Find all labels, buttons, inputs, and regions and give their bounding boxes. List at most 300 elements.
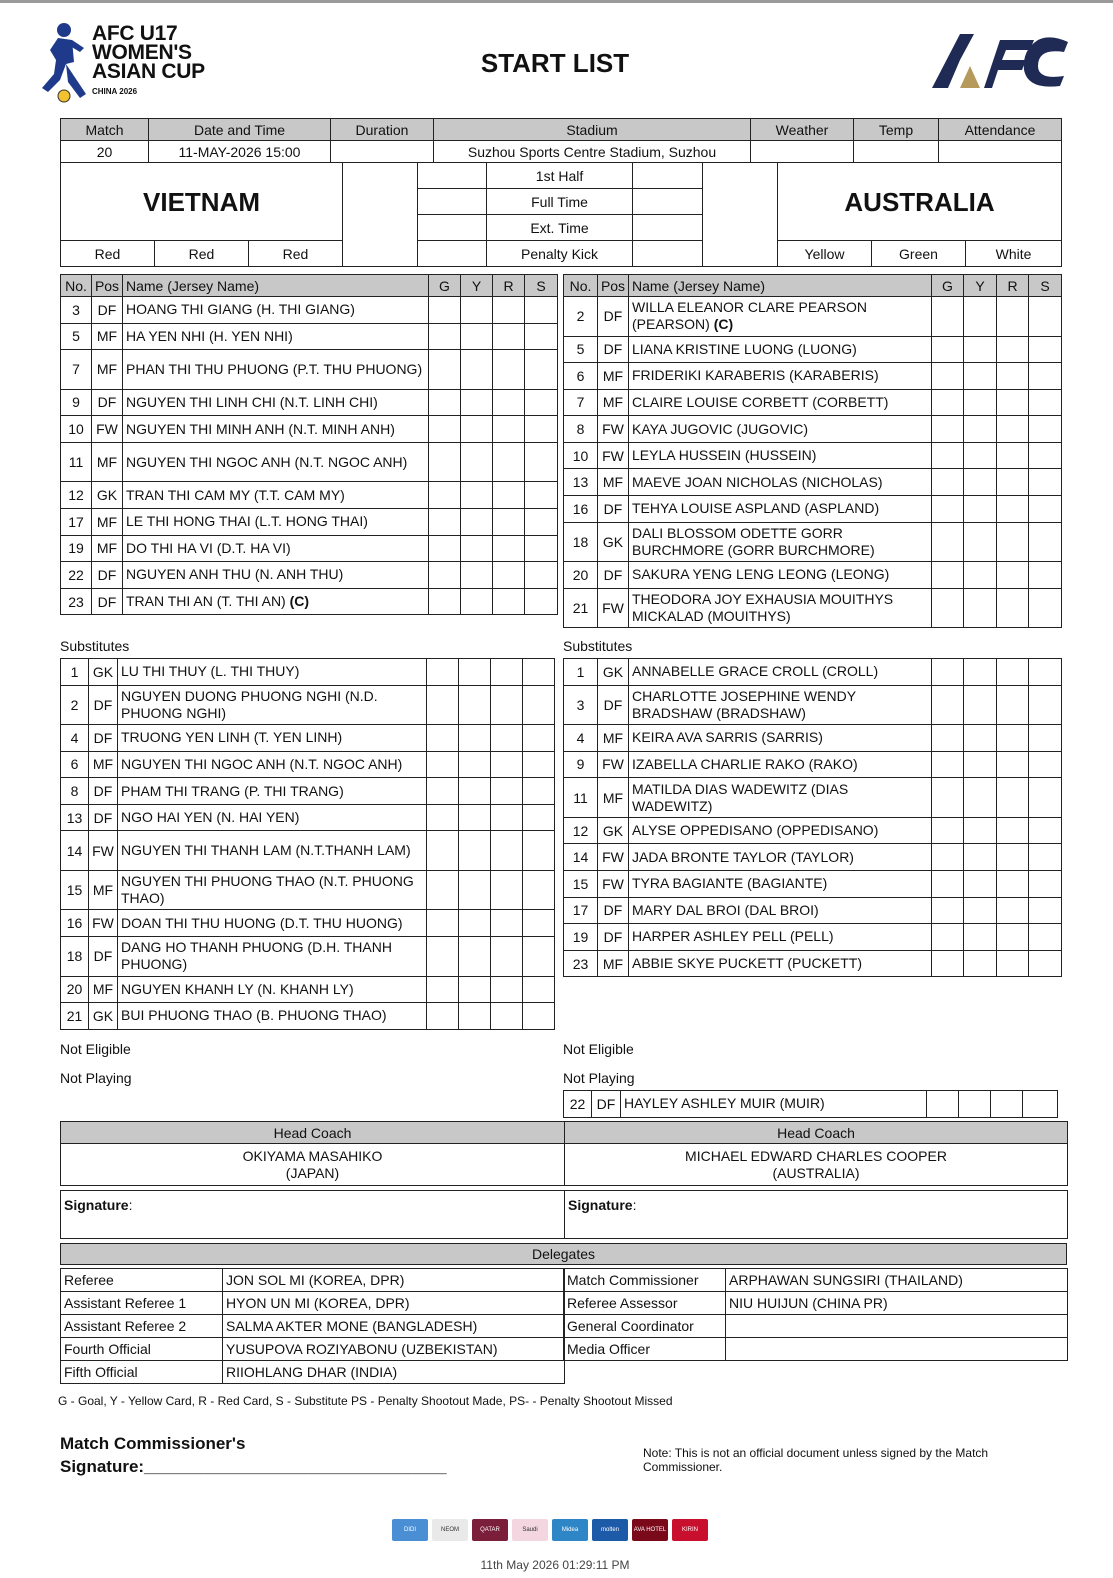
player-name-text: KAYA JUGOVIC (JUGOVIC) — [632, 420, 809, 437]
player-goal-cell — [932, 297, 964, 337]
player-number: 5 — [61, 323, 92, 350]
player-position: DF — [89, 685, 118, 725]
away-team-name: AUSTRALIA — [778, 163, 1062, 241]
player-yellow-cell — [459, 976, 491, 1003]
delegate-name: SALMA AKTER MONE (BANGLADESH) — [223, 1315, 565, 1338]
player-name — [629, 297, 932, 337]
player-yellow-cell — [964, 924, 997, 951]
player-number: 14 — [564, 844, 598, 871]
player-number: 3 — [564, 685, 598, 725]
player-yellow-cell — [461, 297, 493, 324]
player-goal-cell — [429, 389, 461, 416]
home-starters-table — [60, 274, 558, 615]
player-goal-cell — [429, 508, 461, 535]
player-red-cell — [997, 924, 1029, 951]
player-number: 13 — [61, 804, 89, 831]
player-red-cell — [997, 336, 1029, 363]
player-sub-cell — [523, 831, 555, 871]
player-position: DF — [92, 588, 123, 615]
player-red-cell — [491, 751, 523, 778]
delegate-role: Referee Assessor — [564, 1292, 726, 1315]
sponsor-logos — [392, 1510, 722, 1550]
player-position: DF — [89, 937, 118, 977]
player-number: 2 — [564, 297, 598, 337]
away-col-pos-header: Pos — [598, 275, 629, 297]
delegate-name: JON SOL MI (KOREA, DPR) — [223, 1269, 565, 1292]
away-col-r-header: R — [997, 275, 1029, 297]
player-goal-cell — [427, 751, 459, 778]
player-sub-cell — [1029, 562, 1062, 589]
player-sub-cell — [523, 751, 555, 778]
player-name-text: MAEVE JOAN NICHOLAS (NICHOLAS) — [632, 473, 883, 490]
player-yellow-cell — [964, 817, 997, 844]
player-number: 8 — [564, 416, 598, 443]
player-position: DF — [598, 685, 629, 725]
player-yellow-cell — [964, 659, 997, 686]
player-goal-cell — [932, 924, 964, 951]
player-name-text: NGUYEN THI MINH ANH (N.T. MINH ANH) — [126, 420, 395, 437]
player-name-text: PHAM THI TRANG (P. THI TRANG) — [121, 782, 344, 799]
player-sub-cell — [1029, 389, 1062, 416]
player-goal-cell — [932, 950, 964, 977]
player-goal-cell — [932, 442, 964, 469]
player-name-text: NGUYEN DUONG PHUONG NGHI (N.D. PHUONG NGHI) — [121, 687, 378, 721]
player-name — [629, 924, 932, 951]
player-number: 23 — [61, 588, 92, 615]
duration-header: Duration — [331, 119, 434, 141]
player-name — [629, 870, 932, 897]
away-sub-player-row — [564, 659, 1062, 686]
away-substitutes-label: Substitutes — [563, 638, 633, 654]
player-sub-cell — [523, 659, 555, 686]
footer-timestamp: 11th May 2026 01:29:11 PM — [480, 1558, 630, 1572]
player-sub-cell — [523, 778, 555, 805]
player-yellow-cell — [964, 751, 997, 778]
player-yellow-cell — [461, 442, 493, 482]
player-position: GK — [92, 482, 123, 509]
away-player-row — [564, 522, 1062, 562]
player-number: 20 — [61, 976, 89, 1003]
player-name-text: TRUONG YEN LINH (T. YEN LINH) — [121, 729, 343, 746]
player-red-cell — [491, 831, 523, 871]
player-red-cell — [997, 389, 1029, 416]
player-name — [629, 950, 932, 977]
home-team-name: VIETNAM — [61, 163, 343, 241]
sponsor-logo: Midea — [552, 1519, 588, 1541]
away-signature-label: Signature — [568, 1197, 633, 1213]
player-position: MF — [598, 725, 629, 752]
away-sub-player-row — [564, 924, 1062, 951]
away-sub-player-row — [564, 685, 1062, 725]
away-penalty — [633, 241, 703, 267]
weather-header: Weather — [751, 119, 854, 141]
player-name-text: TRAN THI AN (T. THI AN) — [126, 593, 286, 610]
delegate-role: Assistant Referee 2 — [61, 1315, 223, 1338]
match-attendance — [939, 141, 1062, 163]
player-red-cell — [997, 751, 1029, 778]
player-name-text: SAKURA YENG LENG LEONG (LEONG) — [632, 566, 890, 583]
player-name — [629, 522, 932, 562]
player-position: DF — [598, 297, 629, 337]
player-yellow-cell — [461, 588, 493, 615]
away-sub-player-row — [564, 725, 1062, 752]
player-yellow-cell — [459, 778, 491, 805]
player-red-cell — [997, 442, 1029, 469]
player-position: GK — [598, 522, 629, 562]
player-name — [629, 844, 932, 871]
player-sub-cell — [1029, 469, 1062, 496]
player-name — [629, 496, 932, 523]
player-name — [123, 508, 429, 535]
player-red-cell — [493, 323, 525, 350]
player-position: FW — [598, 870, 629, 897]
player-goal-cell — [932, 336, 964, 363]
home-sub-player-row — [61, 685, 555, 725]
player-name — [118, 870, 427, 910]
player-number: 4 — [564, 725, 598, 752]
player-position: MF — [598, 363, 629, 390]
logo-title: AFC U17 WOMEN'S ASIAN CUP — [92, 22, 205, 83]
player-name-text: THEODORA JOY EXHAUSIA MOUITHYS MICKALAD (MOUITHYS) — [632, 591, 894, 624]
home-ext-time — [418, 215, 487, 241]
player-sub-cell — [525, 297, 558, 324]
player-name-text: NGUYEN THI PHUONG THAO (N.T. PHUONG THAO) — [121, 873, 414, 907]
player-name — [123, 389, 429, 416]
delegate-row — [564, 1315, 1068, 1338]
player-goal-cell — [932, 562, 964, 589]
player-yellow-cell — [459, 751, 491, 778]
away-sub-player-row — [564, 897, 1062, 924]
player-position: GK — [89, 1003, 118, 1030]
player-number: 10 — [564, 442, 598, 469]
home-col-s-header: S — [525, 275, 558, 297]
player-position: MF — [92, 323, 123, 350]
player-name-text: DANG HO THANH PHUONG (D.H. THANH PHUONG) — [121, 939, 392, 973]
player-number: 19 — [564, 924, 598, 951]
player-yellow-cell — [461, 323, 493, 350]
player-goal-cell — [427, 976, 459, 1003]
sponsor-logo: KIRIN — [672, 1519, 708, 1541]
away-player-row — [564, 297, 1062, 337]
player-name — [629, 562, 932, 589]
player-goal-cell — [427, 870, 459, 910]
tournament-logo — [28, 20, 228, 104]
player-number: 2 — [61, 685, 89, 725]
home-signature-colon: : — [128, 1197, 133, 1213]
delegate-name — [726, 1315, 1068, 1338]
player-goal-cell — [932, 363, 964, 390]
delegate-name: RIIOHLANG DHAR (INDIA) — [223, 1361, 565, 1384]
player-yellow-cell — [964, 363, 997, 390]
player-number: 15 — [61, 870, 89, 910]
player-goal-cell — [427, 937, 459, 977]
player-yellow-cell — [459, 659, 491, 686]
player-name-text: WILLA ELEANOR CLARE PEARSON (PEARSON) — [632, 299, 867, 333]
match-weather — [751, 141, 854, 163]
delegate-name: ARPHAWAN SUNGSIRI (THAILAND) — [726, 1269, 1068, 1292]
player-name — [123, 535, 429, 562]
player-goal-cell — [427, 1003, 459, 1030]
player-name-text: NGUYEN THI THANH LAM (N.T.THANH LAM) — [121, 842, 411, 859]
player-goal-cell — [932, 778, 964, 818]
match-duration — [331, 141, 434, 163]
player-sub-cell — [523, 804, 555, 831]
player-position: MF — [598, 469, 629, 496]
home-1st-half — [418, 163, 487, 189]
player-position: DF — [598, 562, 629, 589]
commissioner-signature-line1: Match Commissioner's — [60, 1434, 246, 1453]
period-ext-time: Ext. Time — [487, 215, 633, 241]
player-number: 19 — [61, 535, 92, 562]
player-red-cell — [493, 442, 525, 482]
player-number: 16 — [61, 910, 89, 937]
player-sub-cell — [1029, 950, 1062, 977]
signature-table — [60, 1190, 1068, 1239]
player-red-cell — [491, 937, 523, 977]
player-red-cell — [997, 844, 1029, 871]
player-goal-cell — [932, 389, 964, 416]
player-yellow-cell — [964, 778, 997, 818]
player-sub-cell — [525, 416, 558, 443]
player-number: 18 — [61, 937, 89, 977]
player-position: MF — [598, 950, 629, 977]
home-kit-shorts: Red — [155, 241, 249, 267]
player-goal-cell — [429, 535, 461, 562]
delegate-role: General Coordinator — [564, 1315, 726, 1338]
player-name-text: NGUYEN KHANH LY (N. KHANH LY) — [121, 980, 354, 997]
player-red-cell — [493, 508, 525, 535]
player-sub-cell — [1029, 363, 1062, 390]
home-kit-shirt: Red — [61, 241, 155, 267]
player-name-text: MATILDA DIAS WADEWITZ (DIAS WADEWITZ) — [632, 780, 849, 814]
player-name-text: NGO HAI YEN (N. HAI YEN) — [121, 809, 300, 826]
delegate-role: Match Commissioner — [564, 1269, 726, 1292]
player-name-text: FRIDERIKI KARABERIS (KARABERIS) — [632, 367, 879, 384]
player-name — [123, 442, 429, 482]
player-name-text: NGUYEN THI LINH CHI (N.T. LINH CHI) — [126, 393, 378, 410]
home-sub-player-row — [61, 1003, 555, 1030]
player-number: 6 — [61, 751, 89, 778]
player-sub-cell — [1029, 685, 1062, 725]
player-position: MF — [598, 778, 629, 818]
player-red-cell — [493, 389, 525, 416]
home-sub-player-row — [61, 870, 555, 910]
player-name — [629, 363, 932, 390]
home-kit-socks: Red — [249, 241, 343, 267]
player-yellow-cell — [461, 535, 493, 562]
player-sub-cell — [525, 323, 558, 350]
afc-logo — [930, 30, 1070, 92]
player-sub-cell — [1029, 751, 1062, 778]
delegate-name: HYON UN MI (KOREA, DPR) — [223, 1292, 565, 1315]
head-coach-table — [60, 1121, 1068, 1186]
player-name-text: NGUYEN ANH THU (N. ANH THU) — [126, 566, 344, 583]
home-head-coach-name: OKIYAMA MASAHIKO — [242, 1147, 383, 1164]
away-not-playing-table — [563, 1090, 1058, 1118]
player-red-cell — [997, 685, 1029, 725]
player-yellow-cell — [964, 389, 997, 416]
away-signature-box[interactable] — [565, 1191, 1068, 1239]
player-number: 6 — [564, 363, 598, 390]
delegates-left-table — [60, 1268, 565, 1384]
player-yellow-cell — [459, 910, 491, 937]
away-player-row — [564, 336, 1062, 363]
home-not-eligible-label: Not Eligible — [60, 1041, 131, 1057]
home-sub-player-row — [61, 910, 555, 937]
player-position: DF — [92, 562, 123, 589]
commissioner-signature-line2[interactable]: Signature:________________________________ — [60, 1457, 447, 1476]
sponsor-logo: Saudi — [512, 1519, 548, 1541]
player-position: DF — [598, 496, 629, 523]
player-goal-cell — [429, 482, 461, 509]
player-goal-cell — [932, 751, 964, 778]
player-red-cell — [997, 469, 1029, 496]
player-sub-cell — [1029, 496, 1062, 523]
player-name — [629, 442, 932, 469]
home-col-pos-header: Pos — [92, 275, 123, 297]
player-position: MF — [89, 751, 118, 778]
away-player-row — [564, 442, 1062, 469]
player-number: 3 — [61, 297, 92, 324]
player-name-text: ALYSE OPPEDISANO (OPPEDISANO) — [632, 822, 879, 839]
home-player-row — [61, 442, 558, 482]
player-position: MF — [92, 508, 123, 535]
sponsor-logo: molten — [592, 1519, 628, 1541]
player-sub-cell — [523, 685, 555, 725]
home-sub-player-row — [61, 831, 555, 871]
home-player-row — [61, 482, 558, 509]
away-player-row — [564, 389, 1062, 416]
player-name — [123, 416, 429, 443]
player-number: 5 — [564, 336, 598, 363]
player-red-cell — [997, 725, 1029, 752]
player-red-cell — [491, 778, 523, 805]
away-full-time — [633, 189, 703, 215]
player-name — [629, 751, 932, 778]
player-yellow-cell — [964, 336, 997, 363]
away-kit-shirt: Yellow — [778, 241, 872, 267]
player-number: 20 — [564, 562, 598, 589]
player-sub-cell — [525, 389, 558, 416]
away-np-player-row — [564, 1091, 1058, 1118]
away-substitutes-table — [563, 658, 1062, 977]
player-yellow-cell — [964, 442, 997, 469]
player-yellow-cell — [461, 416, 493, 443]
home-sub-player-row — [61, 778, 555, 805]
player-name — [123, 350, 429, 390]
player-goal-cell — [427, 778, 459, 805]
player-name — [629, 389, 932, 416]
home-sub-player-row — [61, 976, 555, 1003]
player-number: 22 — [61, 562, 92, 589]
player-goal-cell — [932, 844, 964, 871]
player-red-cell — [997, 588, 1029, 628]
player-sub-cell — [1029, 659, 1062, 686]
player-sub-cell — [525, 588, 558, 615]
player-red-cell — [493, 416, 525, 443]
player-yellow-cell — [461, 389, 493, 416]
player-goal-cell — [427, 831, 459, 871]
sponsor-logo: NEOM — [432, 1519, 468, 1541]
player-yellow-cell — [964, 897, 997, 924]
player-number: 10 — [61, 416, 92, 443]
delegate-role: Assistant Referee 1 — [61, 1292, 223, 1315]
player-red-cell — [997, 363, 1029, 390]
player-position: DF — [92, 389, 123, 416]
player-red-cell — [997, 562, 1029, 589]
player-position: FW — [89, 910, 118, 937]
player-red-cell — [493, 350, 525, 390]
player-position: MF — [92, 350, 123, 390]
player-yellow-cell — [964, 496, 997, 523]
delegate-role: Fifth Official — [61, 1361, 223, 1384]
delegate-name: NIU HUIJUN (CHINA PR) — [726, 1292, 1068, 1315]
match-info-table — [60, 118, 1062, 163]
player-red-cell — [491, 910, 523, 937]
player-position: FW — [598, 416, 629, 443]
away-col-g-header: G — [932, 275, 964, 297]
player-sub-cell — [523, 910, 555, 937]
player-name — [123, 323, 429, 350]
player-sub-cell — [525, 535, 558, 562]
player-red-cell — [493, 588, 525, 615]
player-name-text: LE THI HONG THAI (L.T. HONG THAI) — [126, 513, 368, 530]
away-col-s-header: S — [1029, 275, 1062, 297]
player-name — [621, 1091, 927, 1118]
delegate-row — [61, 1361, 565, 1384]
home-player-row — [61, 535, 558, 562]
player-number: 11 — [564, 778, 598, 818]
player-goal-cell — [429, 442, 461, 482]
player-position: FW — [598, 844, 629, 871]
away-player-row — [564, 416, 1062, 443]
player-yellow-cell — [964, 522, 997, 562]
top-border — [0, 0, 1113, 3]
player-red-cell — [491, 659, 523, 686]
home-sub-player-row — [61, 659, 555, 686]
player-position: DF — [89, 804, 118, 831]
away-head-coach-name: MICHAEL EDWARD CHARLES COOPER — [685, 1147, 947, 1164]
player-goal-cell — [427, 910, 459, 937]
home-sub-player-row — [61, 804, 555, 831]
delegate-row — [61, 1292, 565, 1315]
player-name — [118, 751, 427, 778]
player-red-cell — [997, 778, 1029, 818]
player-sub-cell — [523, 1003, 555, 1030]
page-title: START LIST — [480, 48, 630, 78]
delegate-row — [61, 1338, 565, 1361]
player-number: 17 — [564, 897, 598, 924]
player-yellow-cell — [459, 804, 491, 831]
player-goal-cell — [427, 725, 459, 752]
away-player-row — [564, 469, 1062, 496]
player-position: DF — [598, 897, 629, 924]
player-goal-cell — [932, 725, 964, 752]
player-goal-cell — [932, 496, 964, 523]
away-score-cell — [703, 163, 778, 267]
player-goal-cell — [932, 522, 964, 562]
home-signature-label: Signature — [64, 1197, 129, 1213]
player-red-cell — [491, 870, 523, 910]
player-name-text: ABBIE SKYE PUCKETT (PUCKETT) — [632, 955, 863, 972]
player-name-text: NGUYEN THI NGOC ANH (N.T. NGOC ANH) — [121, 755, 403, 772]
sponsor-logo: DIDI — [392, 1519, 428, 1541]
home-signature-box[interactable] — [61, 1191, 565, 1239]
score-table — [60, 162, 1062, 267]
player-red-cell — [491, 976, 523, 1003]
player-number: 21 — [564, 588, 598, 628]
player-red-cell — [491, 725, 523, 752]
